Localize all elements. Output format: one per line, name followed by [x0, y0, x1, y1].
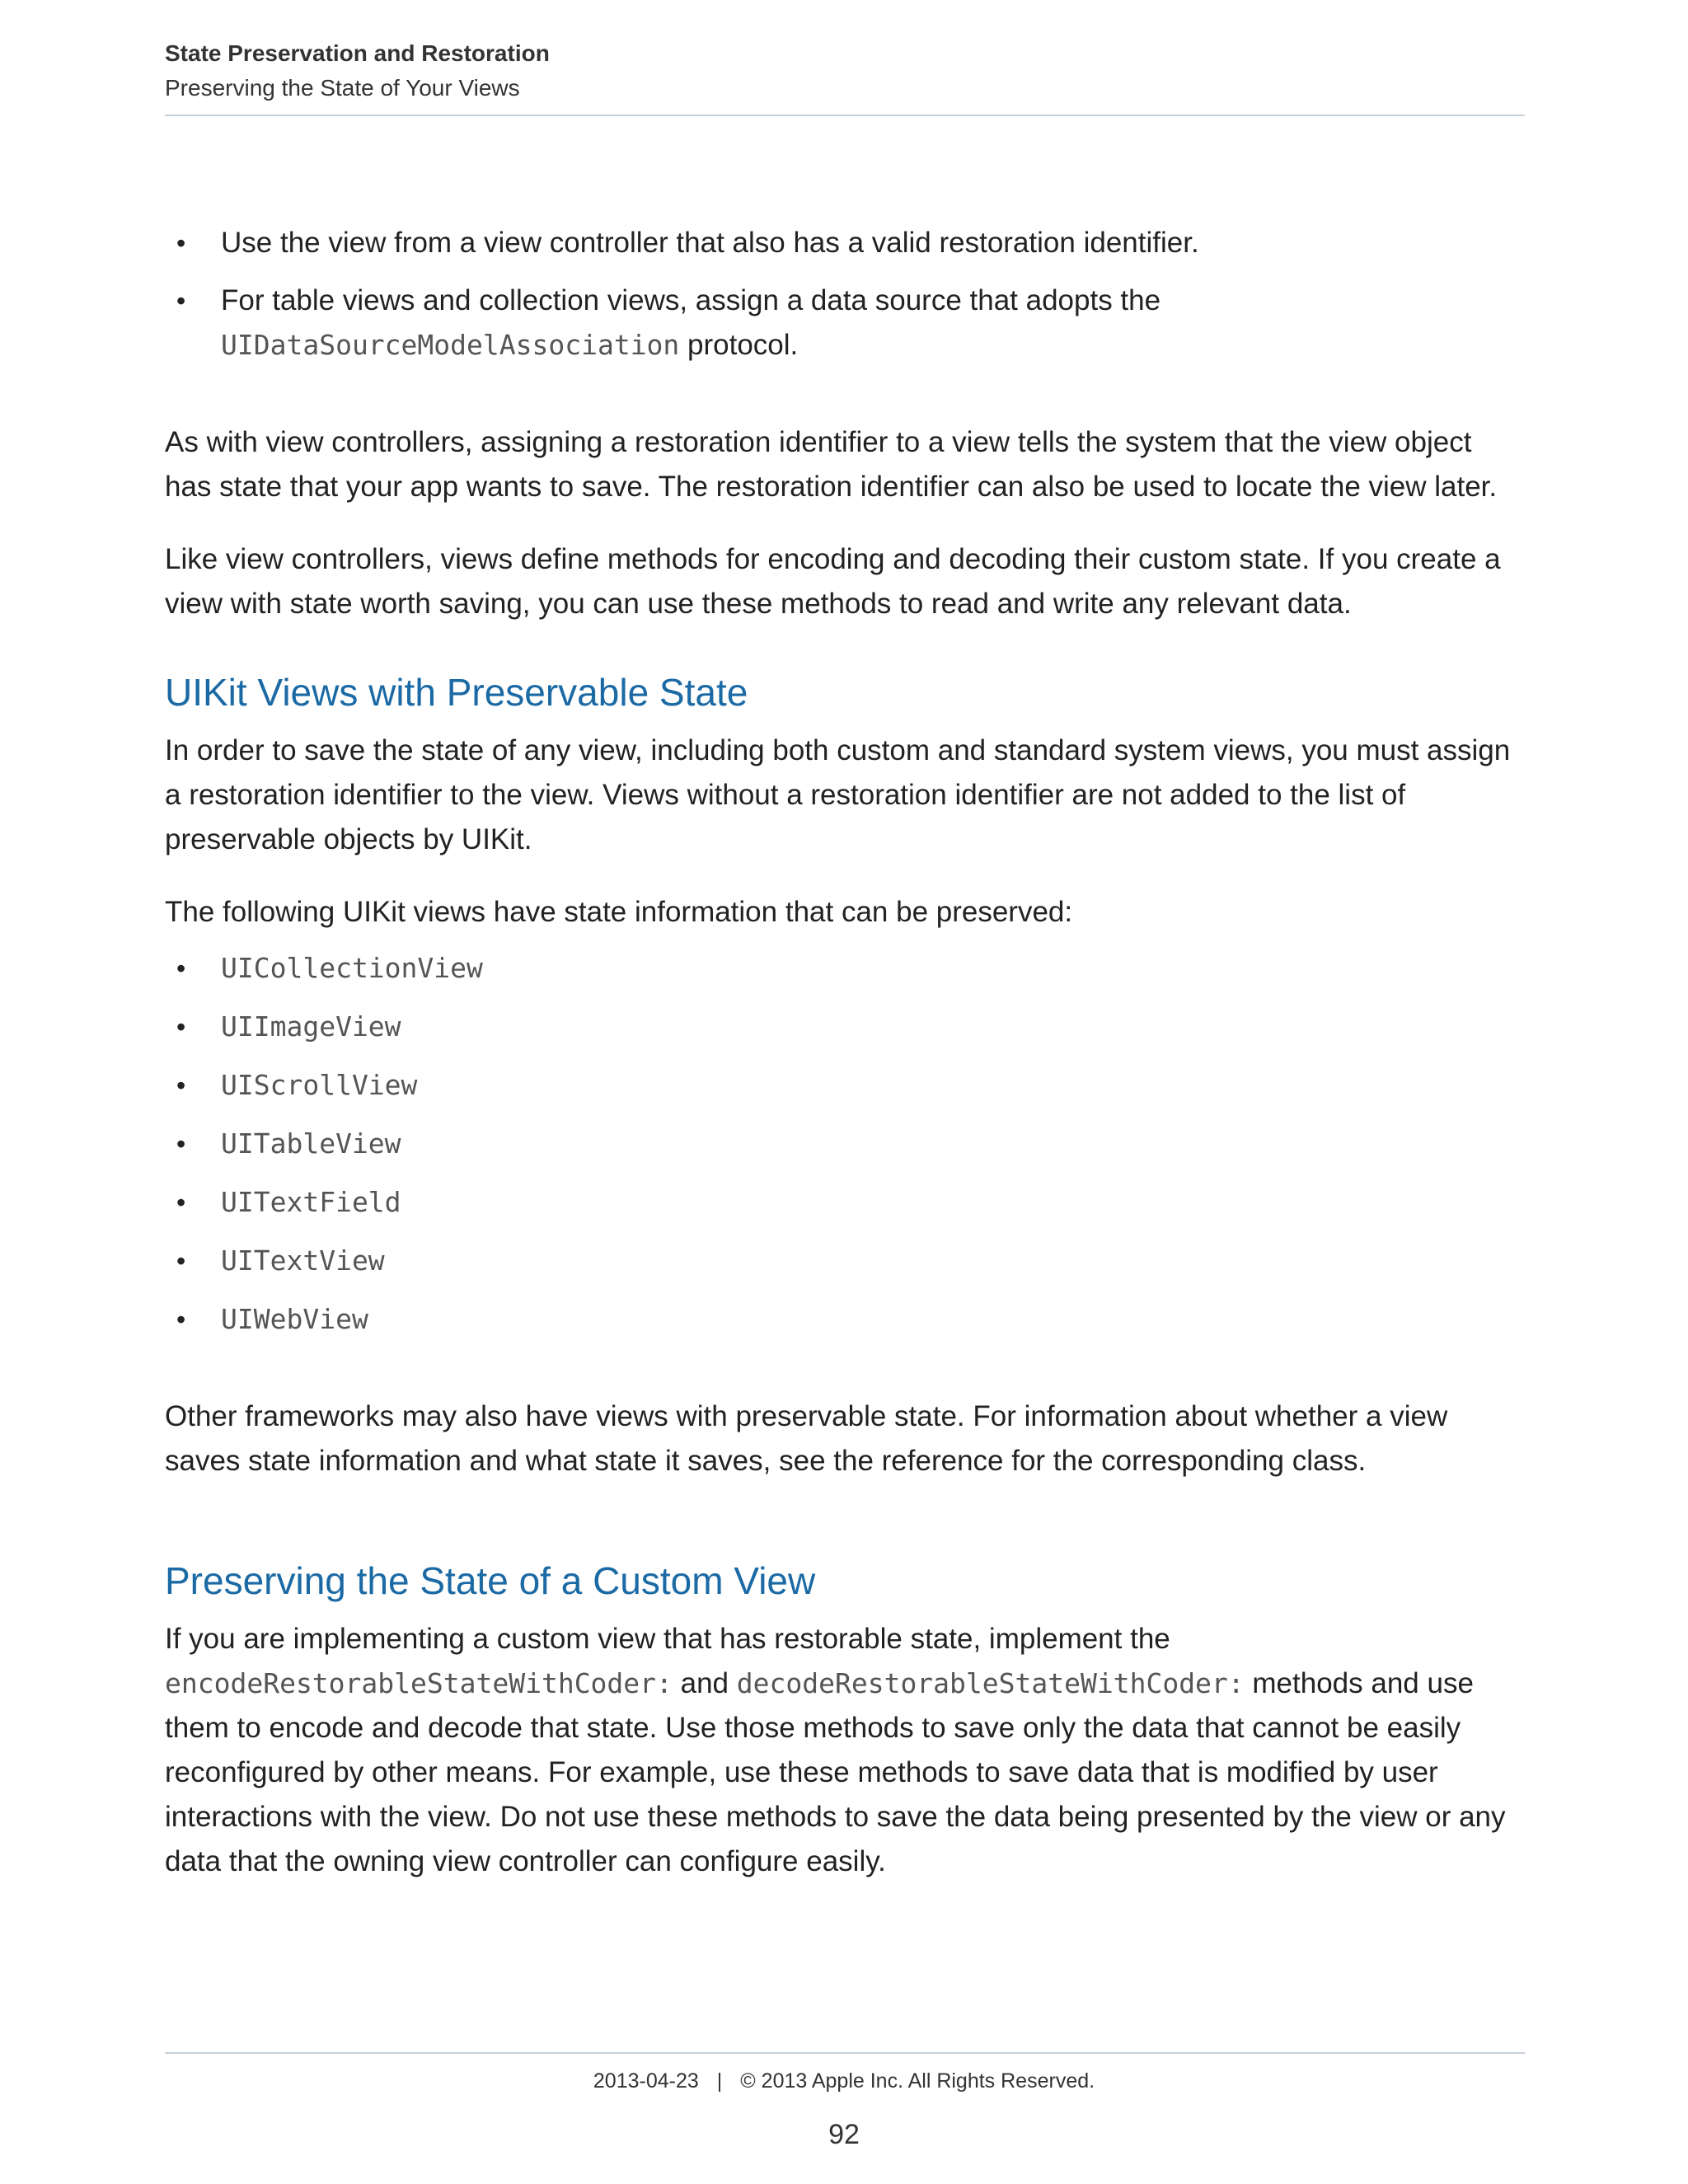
body-paragraph: As with view controllers, assigning a restoration identifier to a view tells the system that the view object has state that your app wants to save. The restoration identifier can also be used to locate the view later. [165, 426, 1498, 503]
list-item-text: For table views and collection views, assign a data source that adopts the [221, 284, 1161, 316]
paragraph-text: and [672, 1667, 737, 1699]
page-content [165, 221, 1525, 1912]
body-paragraph: In order to save the state of any view, including both custom and standard system views, you must assign a restoration identifier to the view. Views without a restoration identifier are not added to the list of preservable objects by UIKit. [165, 734, 1511, 855]
bullet-icon: • [176, 1246, 186, 1276]
section-heading: Preserving the State of a Custom View [165, 1559, 816, 1602]
class-name: UITextField [221, 1186, 401, 1218]
body-paragraph: Other frameworks may also have views with preservable state. For information about whether a view saves state information and what state it saves, see the reference for the corresponding class. [165, 1400, 1448, 1477]
inline-code: decodeRestorableStateWithCoder: [736, 1667, 1245, 1699]
list-item [165, 1297, 1525, 1342]
footer-divider [165, 2052, 1525, 2054]
bullet-icon: • [176, 286, 186, 316]
bullet-icon: • [176, 1071, 186, 1100]
bullet-icon: • [176, 228, 186, 258]
list-item [165, 221, 1525, 265]
intro-bullet-list [165, 221, 1525, 368]
list-item [165, 279, 1525, 368]
class-name: UIWebView [221, 1303, 368, 1335]
bullet-icon: • [176, 1129, 186, 1159]
header-divider [165, 115, 1525, 116]
list-item [165, 1180, 1525, 1225]
body-paragraph: Like view controllers, views define methods for encoding and decoding their custom state. If you create a view with state worth saving, you can use these methods to read and write any relevant data. [165, 543, 1501, 620]
list-item [165, 1005, 1525, 1049]
bullet-icon: • [176, 1305, 186, 1334]
footer-date: 2013-04-23 [593, 2069, 699, 2093]
class-name: UITextView [221, 1244, 385, 1277]
list-item [165, 1239, 1525, 1283]
list-item [165, 946, 1525, 991]
body-paragraph: The following UIKit views have state information that can be preserved: [165, 896, 1073, 928]
class-name: UIScrollView [221, 1069, 418, 1101]
paragraph-text: methods and use them to encode and decode that state. Use those methods to save only the data that cannot be easily reconfigured by other means. For example, use these methods to save data that is modified by user interactions with the view. Do not use these methods to save the data being presented by the view or any data that the owning view controller can configure easily. [165, 1667, 1506, 1877]
page-number: 92 [828, 2119, 860, 2150]
bullet-icon: • [176, 1012, 186, 1042]
list-item [165, 1122, 1525, 1166]
section-title: Preserving the State of Your Views [165, 75, 520, 101]
bullet-icon: • [176, 1188, 186, 1217]
body-paragraph [165, 1617, 1525, 1884]
bullet-icon: • [176, 954, 186, 983]
page-footer [0, 2066, 1688, 2096]
footer-separator: | [716, 2069, 723, 2093]
running-header [165, 36, 1525, 105]
paragraph-text: If you are implementing a custom view that has restorable state, implement the [165, 1623, 1170, 1655]
footer-copyright: © 2013 Apple Inc. All Rights Reserved. [740, 2069, 1095, 2093]
inline-code: encodeRestorableStateWithCoder: [165, 1667, 673, 1699]
list-item-text: Use the view from a view controller that also has a valid restoration identifier. [221, 227, 1199, 259]
list-item [165, 1063, 1525, 1108]
class-name: UIImageView [221, 1010, 401, 1043]
chapter-title: State Preservation and Restoration [165, 40, 550, 66]
class-name: UITableView [221, 1127, 401, 1160]
inline-code: UIDataSourceModelAssociation [221, 329, 680, 361]
view-class-list [165, 946, 1525, 1342]
class-name: UICollectionView [221, 952, 483, 984]
section-heading: UIKit Views with Preservable State [165, 671, 748, 714]
list-item-text: protocol. [679, 329, 799, 361]
